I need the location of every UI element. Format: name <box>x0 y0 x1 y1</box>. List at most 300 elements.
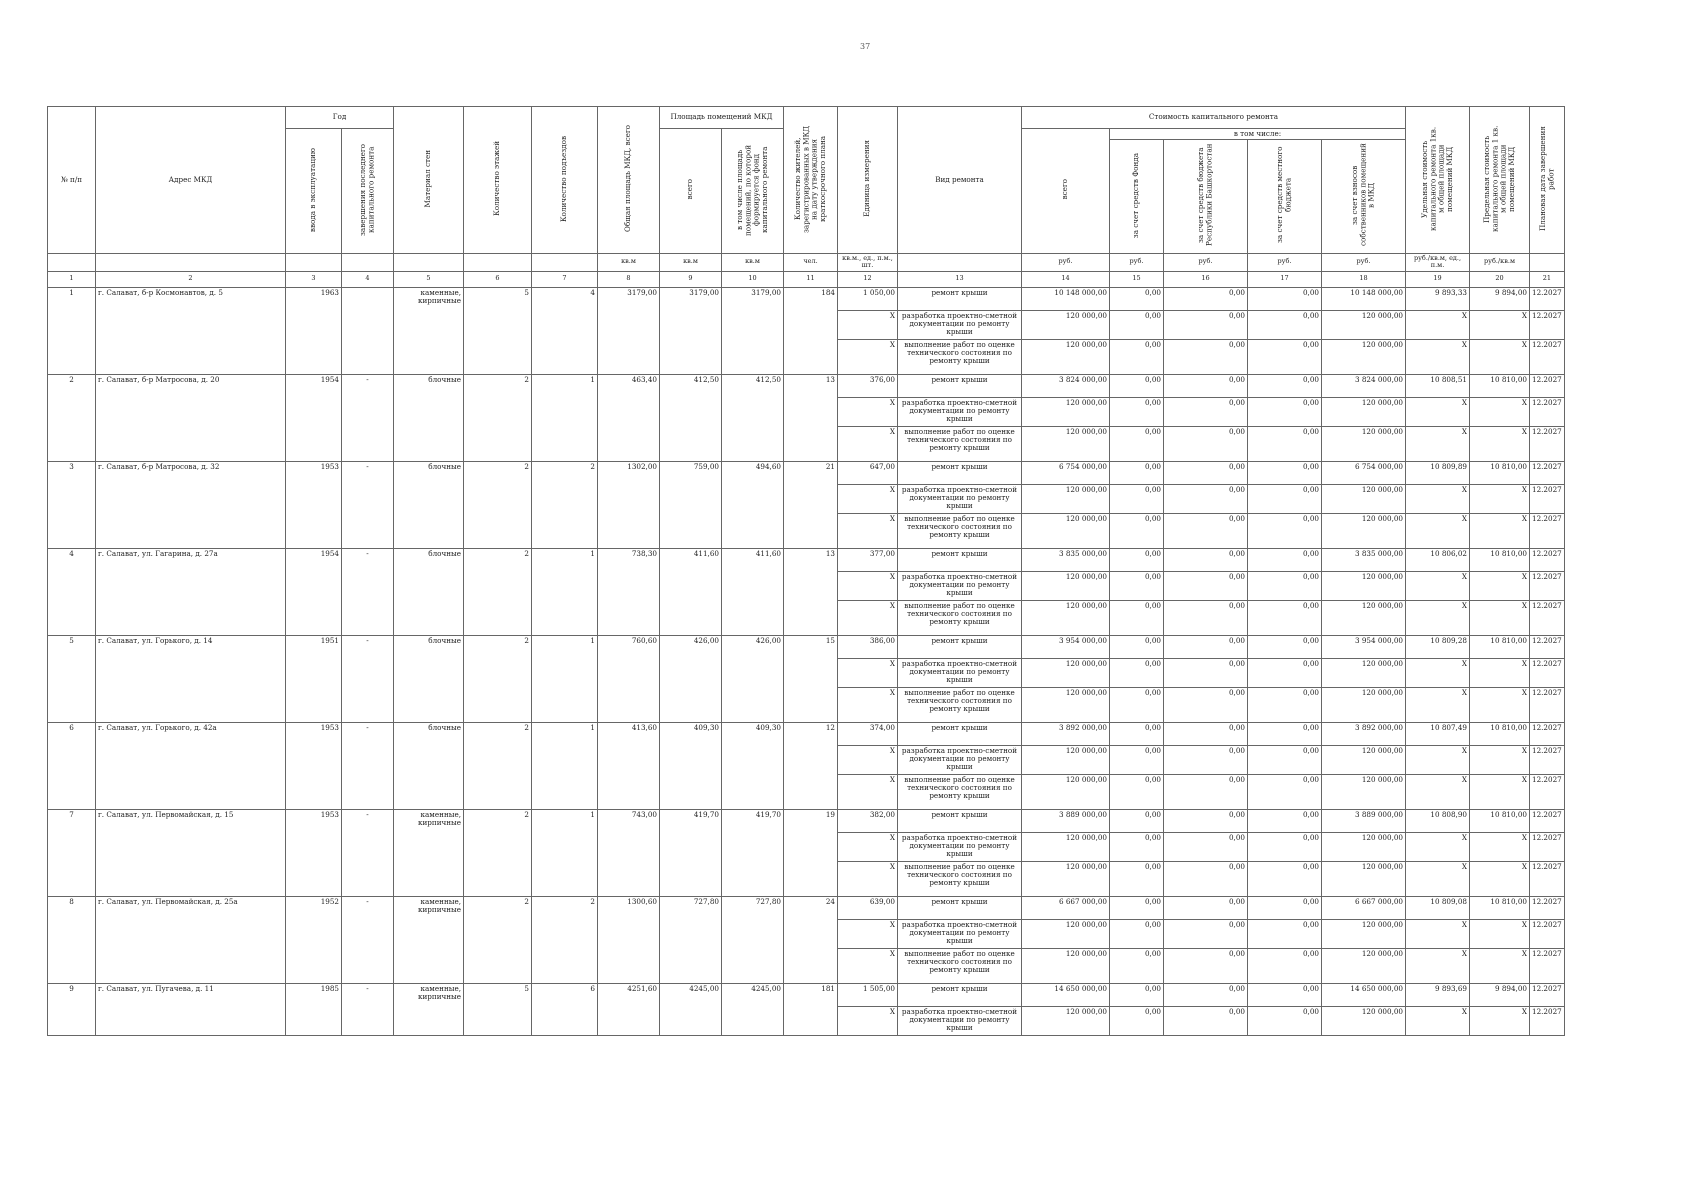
row-number: 7 <box>48 809 96 896</box>
sub-cost-owners: 120 000,00 <box>1322 513 1406 548</box>
sub-unit-mark: X <box>838 600 898 635</box>
row-cost-local: 0,00 <box>1248 374 1322 397</box>
row-premises-area: 3179,00 <box>660 287 722 374</box>
sub-cost-republic: 0,00 <box>1164 513 1248 548</box>
row-planned-date: 12.2027 <box>1530 983 1565 1006</box>
sub-cost-republic: 0,00 <box>1164 397 1248 426</box>
row-wall-material: блочные <box>394 548 464 635</box>
sub-specific-mark: X <box>1406 426 1470 461</box>
header-work-type: Вид ремонта <box>898 107 1022 254</box>
header-unit: Единица измерения <box>838 107 898 254</box>
row-cost-republic: 0,00 <box>1164 809 1248 832</box>
column-number-cell: 12 <box>838 271 898 287</box>
sub-work-type: выполнение работ по оценке технического состояния по ремонту крыши <box>898 426 1022 461</box>
column-number-cell: 10 <box>722 271 784 287</box>
page-number: 37 <box>860 42 871 51</box>
sub-cost-owners: 120 000,00 <box>1322 397 1406 426</box>
unit-cell: кв.м <box>660 253 722 271</box>
sub-cost-local: 0,00 <box>1248 571 1322 600</box>
unit-cell <box>898 253 1022 271</box>
sub-cost-fund: 0,00 <box>1110 832 1164 861</box>
sub-work-type: выполнение работ по оценке технического состояния по ремонту крыши <box>898 600 1022 635</box>
sub-work-type: разработка проектно-сметной документации по ремонту крыши <box>898 484 1022 513</box>
sub-max-mark: X <box>1470 513 1530 548</box>
unit-cell <box>96 253 286 271</box>
row-cost-owners: 6 667 000,00 <box>1322 896 1406 919</box>
sub-max-mark: X <box>1470 484 1530 513</box>
sub-cost-fund: 0,00 <box>1110 397 1164 426</box>
row-total-area: 1302,00 <box>598 461 660 548</box>
row-specific-cost: 9 893,33 <box>1406 287 1470 310</box>
row-owned-area: 409,30 <box>722 722 784 809</box>
column-number-cell: 21 <box>1530 271 1565 287</box>
row-wall-material: каменные, кирпичные <box>394 287 464 374</box>
sub-max-mark: X <box>1470 745 1530 774</box>
column-number-cell: 1 <box>48 271 96 287</box>
sub-cost-owners: 120 000,00 <box>1322 339 1406 374</box>
row-cost-local: 0,00 <box>1248 635 1322 658</box>
sub-work-type: разработка проектно-сметной документации по ремонту крыши <box>898 832 1022 861</box>
row-cost-owners: 6 754 000,00 <box>1322 461 1406 484</box>
sub-work-type: выполнение работ по оценке технического состояния по ремонту крыши <box>898 948 1022 983</box>
row-floors: 2 <box>464 461 532 548</box>
header-cost-republic: за счет средств бюджета Республики Башкортостан <box>1164 140 1248 253</box>
row-last-repair: - <box>342 983 394 1035</box>
header-num: № п/п <box>48 107 96 254</box>
sub-cost-owners: 120 000,00 <box>1322 426 1406 461</box>
row-volume: 377,00 <box>838 548 898 571</box>
sub-specific-mark: X <box>1406 774 1470 809</box>
row-year-built: 1953 <box>286 722 342 809</box>
row-address: г. Салават, ул. Пугачева, д. 11 <box>96 983 286 1035</box>
sub-max-mark: X <box>1470 310 1530 339</box>
header-planned-date: Плановая дата завершения работ <box>1530 107 1565 254</box>
row-entrances: 2 <box>532 896 598 983</box>
sub-work-type: разработка проектно-сметной документации по ремонту крыши <box>898 658 1022 687</box>
header-premises-group: Площадь помещений МКД <box>660 107 784 129</box>
table-row <box>48 896 1565 919</box>
row-floors: 2 <box>464 374 532 461</box>
row-max-cost: 10 810,00 <box>1470 809 1530 832</box>
sub-unit-mark: X <box>838 310 898 339</box>
row-address: г. Салават, б-р Матросова, д. 32 <box>96 461 286 548</box>
unit-cell <box>286 253 342 271</box>
sub-specific-mark: X <box>1406 919 1470 948</box>
header-cost-fund: за счет средств Фонда <box>1110 140 1164 253</box>
unit-cell: кв.м <box>598 253 660 271</box>
sub-cost-republic: 0,00 <box>1164 745 1248 774</box>
sub-work-type: разработка проектно-сметной документации по ремонту крыши <box>898 310 1022 339</box>
sub-cost-republic: 0,00 <box>1164 658 1248 687</box>
row-cost-owners: 14 650 000,00 <box>1322 983 1406 1006</box>
row-specific-cost: 10 808,90 <box>1406 809 1470 832</box>
sub-cost-owners: 120 000,00 <box>1322 600 1406 635</box>
unit-cell: руб. <box>1164 253 1248 271</box>
unit-cell: руб. <box>1322 253 1406 271</box>
row-cost-total: 10 148 000,00 <box>1022 287 1110 310</box>
row-cost-owners: 3 892 000,00 <box>1322 722 1406 745</box>
sub-work-type: разработка проектно-сметной документации по ремонту крыши <box>898 1006 1022 1035</box>
sub-planned-date: 12.2027 <box>1530 339 1565 374</box>
row-entrances: 1 <box>532 722 598 809</box>
sub-max-mark: X <box>1470 1006 1530 1035</box>
row-total-area: 3179,00 <box>598 287 660 374</box>
column-number-cell: 20 <box>1470 271 1530 287</box>
row-volume: 1 505,00 <box>838 983 898 1006</box>
row-cost-owners: 3 835 000,00 <box>1322 548 1406 571</box>
row-cost-republic: 0,00 <box>1164 461 1248 484</box>
sub-planned-date: 12.2027 <box>1530 832 1565 861</box>
row-specific-cost: 10 809,89 <box>1406 461 1470 484</box>
row-cost-republic: 0,00 <box>1164 374 1248 397</box>
sub-cost-fund: 0,00 <box>1110 600 1164 635</box>
column-number-cell: 4 <box>342 271 394 287</box>
sub-cost-total: 120 000,00 <box>1022 600 1110 635</box>
row-last-repair: - <box>342 635 394 722</box>
row-cost-total: 3 892 000,00 <box>1022 722 1110 745</box>
row-wall-material: каменные, кирпичные <box>394 896 464 983</box>
column-number-cell: 6 <box>464 271 532 287</box>
row-planned-date: 12.2027 <box>1530 548 1565 571</box>
row-cost-owners: 3 889 000,00 <box>1322 809 1406 832</box>
sub-cost-total: 120 000,00 <box>1022 774 1110 809</box>
sub-cost-owners: 120 000,00 <box>1322 861 1406 896</box>
unit-cell <box>48 253 96 271</box>
sub-specific-mark: X <box>1406 861 1470 896</box>
sub-specific-mark: X <box>1406 1006 1470 1035</box>
row-cost-local: 0,00 <box>1248 896 1322 919</box>
row-specific-cost: 9 893,69 <box>1406 983 1470 1006</box>
unit-cell: руб. <box>1110 253 1164 271</box>
row-entrances: 2 <box>532 461 598 548</box>
row-max-cost: 10 810,00 <box>1470 635 1530 658</box>
row-cost-fund: 0,00 <box>1110 374 1164 397</box>
row-cost-owners: 10 148 000,00 <box>1322 287 1406 310</box>
sub-max-mark: X <box>1470 774 1530 809</box>
column-numbers-row <box>48 271 1565 287</box>
sub-cost-owners: 120 000,00 <box>1322 774 1406 809</box>
sub-cost-fund: 0,00 <box>1110 484 1164 513</box>
row-work-type: ремонт крыши <box>898 983 1022 1006</box>
row-specific-cost: 10 809,08 <box>1406 896 1470 919</box>
sub-cost-republic: 0,00 <box>1164 687 1248 722</box>
row-total-area: 463,40 <box>598 374 660 461</box>
row-address: г. Салават, ул. Гагарина, д. 27а <box>96 548 286 635</box>
header-cost-incl: в том числе: <box>1110 129 1406 140</box>
row-total-area: 738,30 <box>598 548 660 635</box>
row-wall-material: блочные <box>394 374 464 461</box>
capital-repair-table <box>47 106 1565 1036</box>
unit-cell: чел. <box>784 253 838 271</box>
table-row <box>48 722 1565 745</box>
row-entrances: 1 <box>532 548 598 635</box>
row-total-area: 743,00 <box>598 809 660 896</box>
row-premises-area: 409,30 <box>660 722 722 809</box>
sub-unit-mark: X <box>838 484 898 513</box>
row-year-built: 1951 <box>286 635 342 722</box>
sub-work-type: разработка проектно-сметной документации по ремонту крыши <box>898 919 1022 948</box>
row-volume: 1 050,00 <box>838 287 898 310</box>
row-owned-area: 412,50 <box>722 374 784 461</box>
sub-specific-mark: X <box>1406 513 1470 548</box>
row-number: 6 <box>48 722 96 809</box>
sub-work-type: выполнение работ по оценке технического состояния по ремонту крыши <box>898 774 1022 809</box>
row-entrances: 4 <box>532 287 598 374</box>
sub-max-mark: X <box>1470 397 1530 426</box>
header-premises-owned: в том числе площадь помещений, по которой формируется фонд капитального ремонта <box>722 129 784 254</box>
column-number-cell: 13 <box>898 271 1022 287</box>
sub-unit-mark: X <box>838 745 898 774</box>
sub-cost-fund: 0,00 <box>1110 513 1164 548</box>
row-work-type: ремонт крыши <box>898 809 1022 832</box>
sub-cost-total: 120 000,00 <box>1022 687 1110 722</box>
sub-work-type: выполнение работ по оценке технического состояния по ремонту крыши <box>898 687 1022 722</box>
sub-cost-total: 120 000,00 <box>1022 658 1110 687</box>
sub-cost-total: 120 000,00 <box>1022 571 1110 600</box>
unit-cell: руб./кв.м, ед., п.м. <box>1406 253 1470 271</box>
row-owned-area: 494,60 <box>722 461 784 548</box>
sub-cost-local: 0,00 <box>1248 339 1322 374</box>
row-volume: 382,00 <box>838 809 898 832</box>
sub-planned-date: 12.2027 <box>1530 600 1565 635</box>
sub-specific-mark: X <box>1406 832 1470 861</box>
sub-cost-owners: 120 000,00 <box>1322 571 1406 600</box>
row-cost-local: 0,00 <box>1248 287 1322 310</box>
column-number-cell: 9 <box>660 271 722 287</box>
unit-cell: руб./кв.м <box>1470 253 1530 271</box>
sub-cost-owners: 120 000,00 <box>1322 484 1406 513</box>
unit-cell <box>394 253 464 271</box>
row-address: г. Салават, б-р Космонавтов, д. 5 <box>96 287 286 374</box>
sub-cost-total: 120 000,00 <box>1022 513 1110 548</box>
table-row <box>48 548 1565 571</box>
unit-cell: кв.м., ед., п.м., шт. <box>838 253 898 271</box>
column-number-cell: 19 <box>1406 271 1470 287</box>
sub-cost-republic: 0,00 <box>1164 861 1248 896</box>
sub-cost-republic: 0,00 <box>1164 600 1248 635</box>
row-cost-local: 0,00 <box>1248 548 1322 571</box>
row-floors: 2 <box>464 809 532 896</box>
row-volume: 374,00 <box>838 722 898 745</box>
sub-cost-fund: 0,00 <box>1110 948 1164 983</box>
row-wall-material: каменные, кирпичные <box>394 983 464 1035</box>
row-cost-local: 0,00 <box>1248 461 1322 484</box>
sub-cost-republic: 0,00 <box>1164 310 1248 339</box>
sub-cost-local: 0,00 <box>1248 687 1322 722</box>
sub-cost-local: 0,00 <box>1248 948 1322 983</box>
row-cost-local: 0,00 <box>1248 983 1322 1006</box>
row-max-cost: 9 894,00 <box>1470 983 1530 1006</box>
row-cost-republic: 0,00 <box>1164 287 1248 310</box>
row-total-area: 760,60 <box>598 635 660 722</box>
unit-cell <box>464 253 532 271</box>
row-planned-date: 12.2027 <box>1530 374 1565 397</box>
row-work-type: ремонт крыши <box>898 722 1022 745</box>
row-work-type: ремонт крыши <box>898 461 1022 484</box>
sub-planned-date: 12.2027 <box>1530 310 1565 339</box>
row-number: 8 <box>48 896 96 983</box>
row-residents: 181 <box>784 983 838 1035</box>
sub-unit-mark: X <box>838 832 898 861</box>
row-last-repair: - <box>342 461 394 548</box>
row-cost-fund: 0,00 <box>1110 635 1164 658</box>
row-owned-area: 426,00 <box>722 635 784 722</box>
sub-max-mark: X <box>1470 426 1530 461</box>
sub-cost-local: 0,00 <box>1248 745 1322 774</box>
row-owned-area: 4245,00 <box>722 983 784 1035</box>
sub-max-mark: X <box>1470 571 1530 600</box>
row-residents: 19 <box>784 809 838 896</box>
row-specific-cost: 10 807,49 <box>1406 722 1470 745</box>
sub-cost-total: 120 000,00 <box>1022 1006 1110 1035</box>
row-residents: 12 <box>784 722 838 809</box>
sub-cost-owners: 120 000,00 <box>1322 687 1406 722</box>
row-owned-area: 411,60 <box>722 548 784 635</box>
sub-cost-total: 120 000,00 <box>1022 310 1110 339</box>
row-cost-republic: 0,00 <box>1164 722 1248 745</box>
sub-cost-owners: 120 000,00 <box>1322 832 1406 861</box>
row-address: г. Салават, ул. Горького, д. 14 <box>96 635 286 722</box>
row-max-cost: 10 810,00 <box>1470 722 1530 745</box>
row-residents: 13 <box>784 548 838 635</box>
sub-cost-republic: 0,00 <box>1164 484 1248 513</box>
row-cost-republic: 0,00 <box>1164 896 1248 919</box>
header-cost-total: всего <box>1022 129 1110 254</box>
column-number-cell: 14 <box>1022 271 1110 287</box>
row-cost-republic: 0,00 <box>1164 635 1248 658</box>
row-cost-total: 3 835 000,00 <box>1022 548 1110 571</box>
table-row <box>48 983 1565 1006</box>
row-work-type: ремонт крыши <box>898 896 1022 919</box>
units-row <box>48 253 1565 271</box>
sub-cost-fund: 0,00 <box>1110 745 1164 774</box>
sub-cost-fund: 0,00 <box>1110 339 1164 374</box>
row-volume: 647,00 <box>838 461 898 484</box>
row-floors: 2 <box>464 896 532 983</box>
unit-cell <box>342 253 394 271</box>
sub-cost-local: 0,00 <box>1248 861 1322 896</box>
row-specific-cost: 10 809,28 <box>1406 635 1470 658</box>
row-residents: 21 <box>784 461 838 548</box>
sub-planned-date: 12.2027 <box>1530 861 1565 896</box>
row-max-cost: 10 810,00 <box>1470 896 1530 919</box>
sub-specific-mark: X <box>1406 397 1470 426</box>
sub-cost-republic: 0,00 <box>1164 774 1248 809</box>
sub-unit-mark: X <box>838 339 898 374</box>
row-premises-area: 412,50 <box>660 374 722 461</box>
row-residents: 24 <box>784 896 838 983</box>
unit-cell <box>1530 253 1565 271</box>
sub-planned-date: 12.2027 <box>1530 745 1565 774</box>
sub-cost-republic: 0,00 <box>1164 948 1248 983</box>
column-number-cell: 5 <box>394 271 464 287</box>
table-row <box>48 461 1565 484</box>
sub-planned-date: 12.2027 <box>1530 948 1565 983</box>
sub-max-mark: X <box>1470 600 1530 635</box>
row-max-cost: 10 810,00 <box>1470 548 1530 571</box>
row-specific-cost: 10 806,02 <box>1406 548 1470 571</box>
sub-cost-republic: 0,00 <box>1164 1006 1248 1035</box>
row-address: г. Салават, б-р Матросова, д. 20 <box>96 374 286 461</box>
sub-cost-republic: 0,00 <box>1164 832 1248 861</box>
column-number-cell: 7 <box>532 271 598 287</box>
header-specific-cost: Удельная стоимость капитального ремонта 1кв. м общей площади помещений МКД <box>1406 107 1470 254</box>
sub-unit-mark: X <box>838 948 898 983</box>
row-year-built: 1954 <box>286 548 342 635</box>
sub-cost-fund: 0,00 <box>1110 310 1164 339</box>
row-floors: 5 <box>464 287 532 374</box>
sub-planned-date: 12.2027 <box>1530 484 1565 513</box>
row-premises-area: 419,70 <box>660 809 722 896</box>
row-cost-fund: 0,00 <box>1110 548 1164 571</box>
unit-cell: руб. <box>1022 253 1110 271</box>
row-last-repair: - <box>342 374 394 461</box>
sub-work-type: выполнение работ по оценке технического состояния по ремонту крыши <box>898 339 1022 374</box>
row-planned-date: 12.2027 <box>1530 722 1565 745</box>
unit-cell: руб. <box>1248 253 1322 271</box>
row-cost-fund: 0,00 <box>1110 461 1164 484</box>
unit-cell <box>532 253 598 271</box>
row-entrances: 1 <box>532 635 598 722</box>
row-max-cost: 10 810,00 <box>1470 461 1530 484</box>
sub-cost-total: 120 000,00 <box>1022 861 1110 896</box>
sub-cost-owners: 120 000,00 <box>1322 658 1406 687</box>
sub-cost-total: 120 000,00 <box>1022 919 1110 948</box>
sub-max-mark: X <box>1470 832 1530 861</box>
sub-specific-mark: X <box>1406 571 1470 600</box>
row-cost-fund: 0,00 <box>1110 722 1164 745</box>
sub-cost-local: 0,00 <box>1248 919 1322 948</box>
sub-planned-date: 12.2027 <box>1530 774 1565 809</box>
row-year-built: 1952 <box>286 896 342 983</box>
sub-cost-local: 0,00 <box>1248 658 1322 687</box>
column-number-cell: 17 <box>1248 271 1322 287</box>
row-cost-local: 0,00 <box>1248 809 1322 832</box>
row-cost-total: 6 754 000,00 <box>1022 461 1110 484</box>
column-number-cell: 8 <box>598 271 660 287</box>
sub-planned-date: 12.2027 <box>1530 513 1565 548</box>
row-total-area: 413,60 <box>598 722 660 809</box>
row-cost-total: 14 650 000,00 <box>1022 983 1110 1006</box>
row-cost-owners: 3 824 000,00 <box>1322 374 1406 397</box>
table-header <box>48 107 1565 288</box>
sub-work-type: выполнение работ по оценке технического состояния по ремонту крыши <box>898 513 1022 548</box>
header-max-cost: Предельная стоимость капитального ремонта 1 кв. м общей площади помещений МКД <box>1470 107 1530 254</box>
table-row <box>48 635 1565 658</box>
row-year-built: 1954 <box>286 374 342 461</box>
sub-specific-mark: X <box>1406 339 1470 374</box>
row-cost-total: 3 954 000,00 <box>1022 635 1110 658</box>
row-total-area: 1300,60 <box>598 896 660 983</box>
sub-cost-fund: 0,00 <box>1110 426 1164 461</box>
sub-specific-mark: X <box>1406 310 1470 339</box>
row-cost-republic: 0,00 <box>1164 983 1248 1006</box>
sub-cost-owners: 120 000,00 <box>1322 948 1406 983</box>
row-wall-material: блочные <box>394 722 464 809</box>
row-cost-fund: 0,00 <box>1110 809 1164 832</box>
row-number: 5 <box>48 635 96 722</box>
sub-cost-republic: 0,00 <box>1164 426 1248 461</box>
row-residents: 13 <box>784 374 838 461</box>
sub-cost-local: 0,00 <box>1248 426 1322 461</box>
column-number-cell: 3 <box>286 271 342 287</box>
row-cost-republic: 0,00 <box>1164 548 1248 571</box>
sub-unit-mark: X <box>838 861 898 896</box>
sub-cost-republic: 0,00 <box>1164 571 1248 600</box>
sub-cost-total: 120 000,00 <box>1022 397 1110 426</box>
header-premises-total: всего <box>660 129 722 254</box>
sub-cost-fund: 0,00 <box>1110 919 1164 948</box>
